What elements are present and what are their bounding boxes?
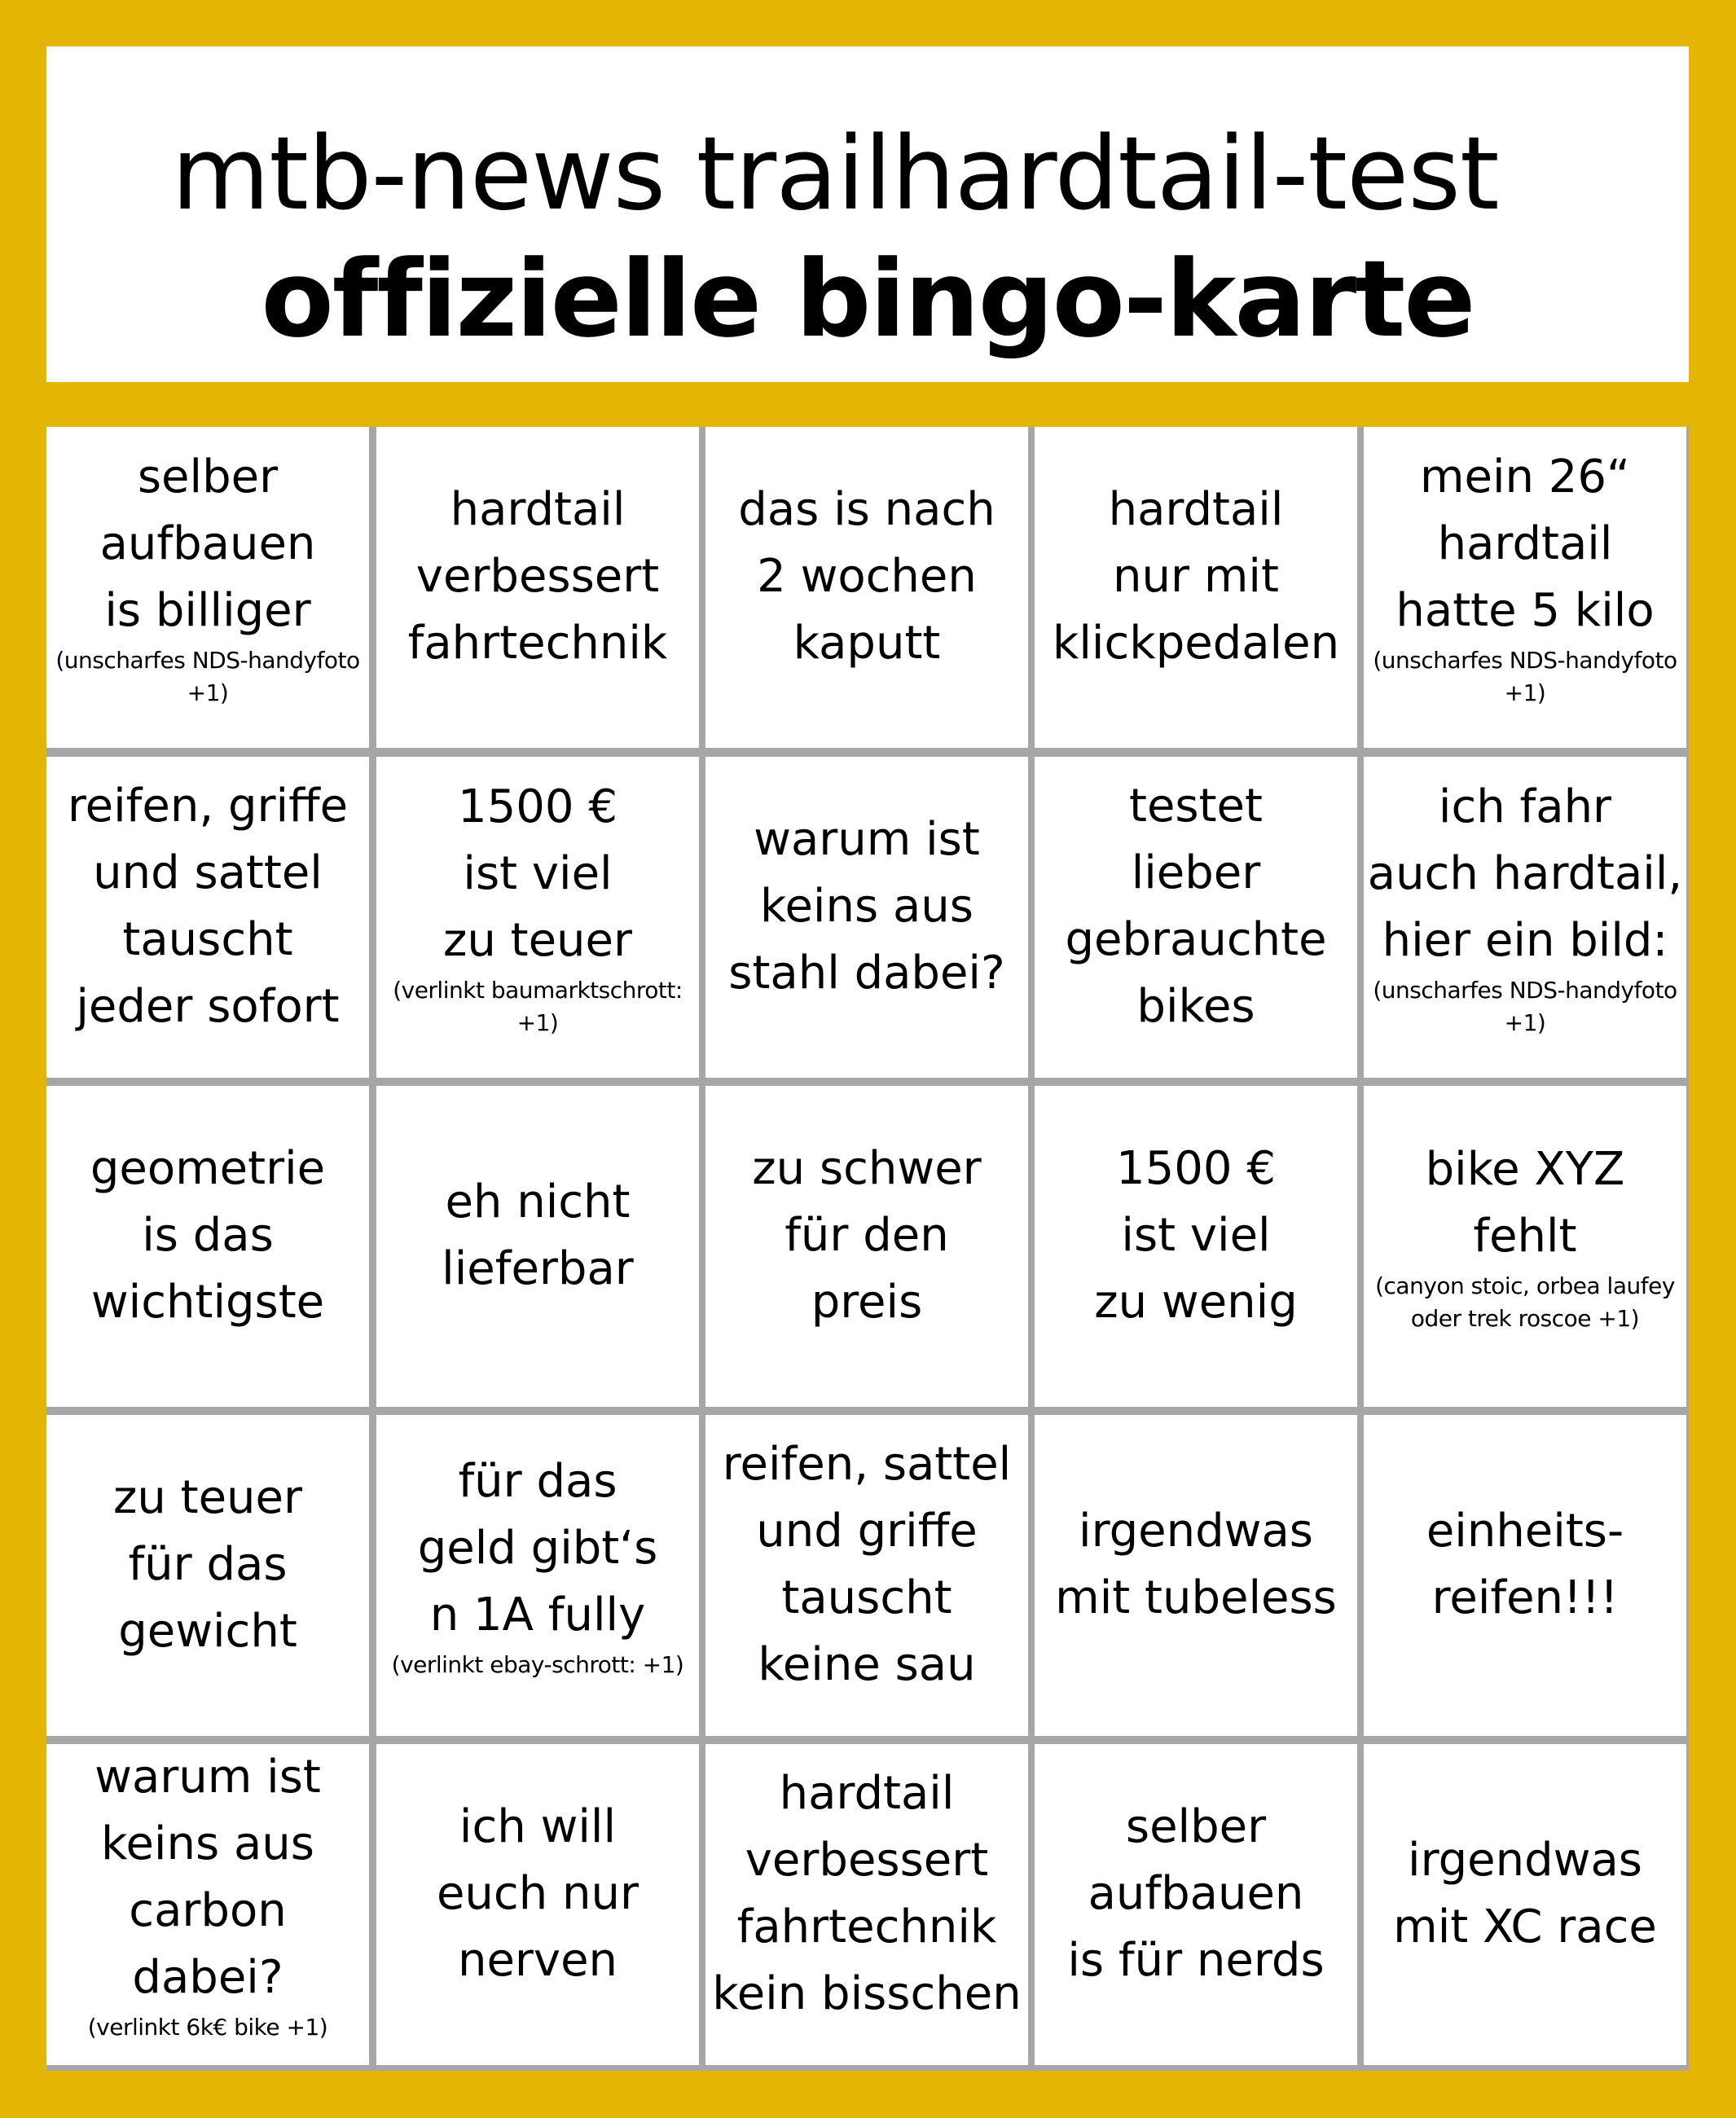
bingo-cell: [705, 427, 1028, 748]
bingo-cell: [46, 1086, 369, 1407]
bingo-cell: [46, 757, 369, 1078]
bingo-cell-text: das is nach 2 wochen kaputt: [738, 483, 995, 670]
bingo-cell-text: testet lieber gebrauchte bikes: [1065, 780, 1327, 1033]
bingo-cell-note: (unscharfes NDS-handyfoto +1): [55, 647, 360, 706]
bingo-cell-text: 1500 € ist viel zu wenig: [1094, 1142, 1298, 1329]
bingo-cell: [46, 1415, 369, 1736]
bingo-cell-note: (unscharfes NDS-handyfoto +1): [1373, 977, 1677, 1036]
bingo-cell-text: für das geld gibt‘s n 1A fully: [417, 1455, 658, 1641]
bingo-cell-text: eh nicht lieferbar: [442, 1175, 634, 1295]
bingo-cell-note: (verlinkt baumarktschrott: +1): [393, 977, 683, 1036]
bingo-cell: [46, 1744, 369, 2065]
title-banner: [46, 46, 1689, 382]
bingo-cell: [1035, 757, 1357, 1078]
bingo-cell-note: (unscharfes NDS-handyfoto +1): [1373, 647, 1677, 706]
bingo-cell: [1364, 757, 1686, 1078]
bingo-cell-text: reifen, griffe und sattel tauscht jeder sofort: [67, 780, 349, 1033]
bingo-cell-text: zu teuer für das gewicht: [112, 1471, 303, 1658]
bingo-cell-text: hardtail verbessert fahrtechnik kein bisschen: [712, 1767, 1022, 2020]
bingo-cell: [1364, 1415, 1686, 1736]
bingo-cell-text: mein 26“ hardtail hatte 5 kilo: [1395, 450, 1655, 637]
bingo-cell: [376, 757, 699, 1078]
bingo-cell: [1035, 427, 1357, 748]
bingo-grid: [46, 427, 1689, 2071]
bingo-cell: [1364, 1744, 1686, 2065]
bingo-cell-text: 1500 € ist viel zu teuer: [442, 780, 633, 967]
bingo-cell-text: reifen, sattel und griffe tauscht keine sau: [722, 1438, 1012, 1691]
bingo-cell: [376, 1086, 699, 1407]
bingo-cell-note: (verlinkt ebay-schrott: +1): [391, 1651, 684, 1678]
bingo-cell: [1035, 1086, 1357, 1407]
bingo-cell-text: bike XYZ fehlt: [1425, 1143, 1625, 1263]
bingo-cell: [1035, 1415, 1357, 1736]
bingo-cell: [705, 1415, 1028, 1736]
bingo-cell: [46, 427, 369, 748]
bingo-cell-text: irgendwas mit XC race: [1393, 1834, 1657, 1953]
bingo-cell-text: ich fahr auch hardtail, hier ein bild:: [1367, 780, 1683, 967]
bingo-cell-text: hardtail nur mit klickpedalen: [1052, 483, 1340, 670]
bingo-cell-text: warum ist keins aus carbon dabei?: [94, 1751, 321, 2004]
bingo-cell-text: einheits- reifen!!!: [1426, 1505, 1624, 1624]
bingo-cell: [1035, 1744, 1357, 2065]
bingo-cell-text: zu schwer für den preis: [752, 1142, 982, 1329]
bingo-cell: [376, 1415, 699, 1736]
bingo-cell: [1364, 427, 1686, 748]
bingo-cell: [376, 427, 699, 748]
page-title: mtb-news trailhardtail-test: [171, 116, 1499, 233]
bingo-cell-text: ich will euch nur nerven: [436, 1800, 639, 1987]
bingo-cell-note: (canyon stoic, orbea laufey oder trek roscoe +1): [1375, 1272, 1675, 1332]
bingo-cell-text: selber aufbauen is für nerds: [1067, 1800, 1325, 1987]
bingo-cell: [376, 1744, 699, 2065]
bingo-cell-note: (verlinkt 6k€ bike +1): [87, 2014, 328, 2041]
bingo-cell-text: warum ist keins aus stahl dabei?: [728, 813, 1005, 1000]
bingo-cell: [1364, 1086, 1686, 1407]
bingo-cell: [705, 1086, 1028, 1407]
bingo-cell: [705, 1744, 1028, 2065]
bingo-cell-text: geometrie is das wichtigste: [90, 1142, 326, 1329]
bingo-cell: [705, 757, 1028, 1078]
bingo-cell-text: selber aufbauen is billiger: [99, 450, 316, 637]
page-subtitle: offizielle bingo-karte: [261, 237, 1475, 361]
bingo-cell-text: irgendwas mit tubeless: [1055, 1505, 1337, 1624]
bingo-cell-text: hardtail verbessert fahrtechnik: [407, 483, 668, 670]
